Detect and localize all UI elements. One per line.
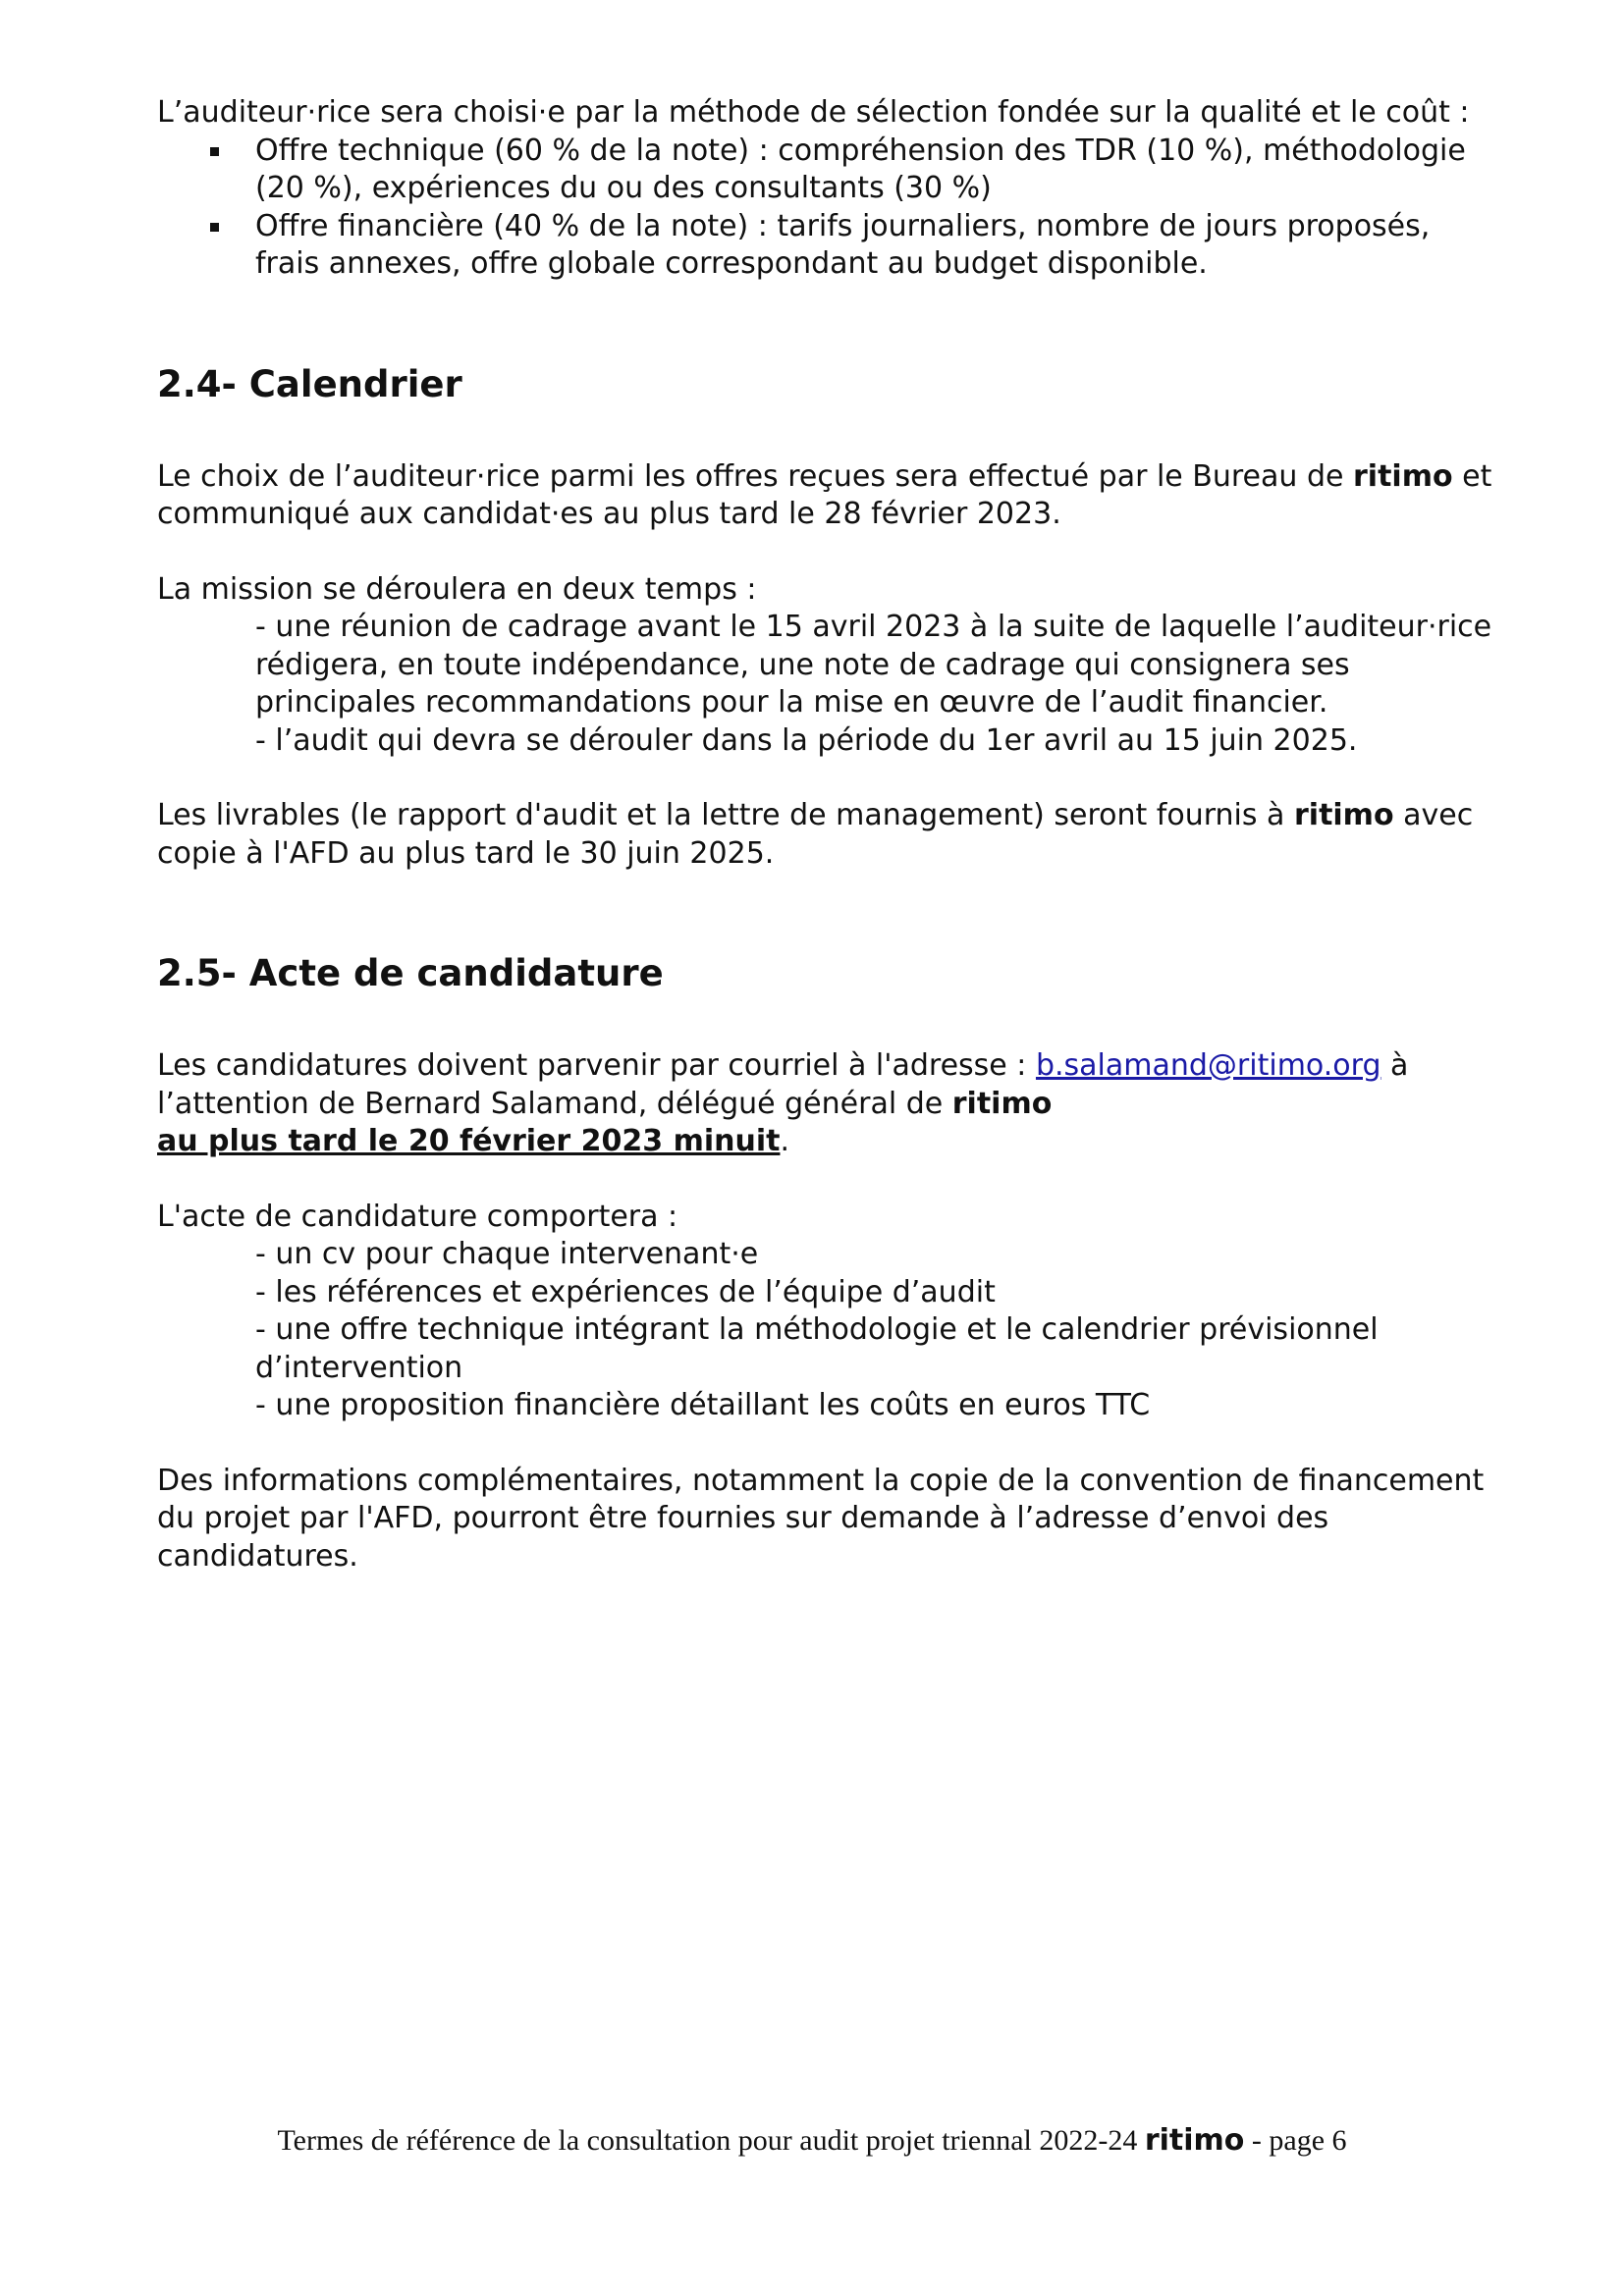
list-item: - une réunion de cadrage avant le 15 avril 2023 à la suite de laquelle l’auditeur·rice rédigera, en toute indépendance, une note de cadrage qui consignera ses principales recommandations pour la mise en œuvre de l’audit financier.: [255, 610, 1492, 720]
calendrier-paragraph-2: La mission se déroulera en deux temps :: [157, 571, 757, 607]
brand-name: ritimo: [951, 1086, 1053, 1121]
brand-name: ritimo: [1353, 458, 1453, 494]
footer-brand: ritimo: [1144, 2123, 1245, 2158]
candidature-paragraph-1: Les candidatures doivent parvenir par courriel à l'adresse : b.salamand@ritimo.org à l’attention de Bernard Salamand, délégué général de ritimo au plus tard le 20 février 2023 minuit.: [157, 1048, 1409, 1158]
criteria-list: [157, 133, 1492, 284]
candidature-items-list: [157, 1236, 1492, 1425]
email-link[interactable]: b.salamand@ritimo.org: [1035, 1048, 1381, 1083]
document-page: [157, 94, 1492, 1575]
brand-name: ritimo: [1293, 798, 1394, 832]
list-item: - une offre technique intégrant la méthodologie et le calendrier prévisionnel d’intervention: [255, 1312, 1379, 1385]
calendrier-paragraph-1: Le choix de l’auditeur·rice parmi les offres reçues sera effectué par le Bureau de ritimo et communiqué aux candidat·es au plus tard le 28 février 2023.: [157, 458, 1492, 531]
list-item: Offre financière (40 % de la note) : tarifs journaliers, nombre de jours proposés, frais annexes, offre globale correspondant au budget disponible.: [255, 208, 1492, 284]
candidature-paragraph-2: L'acte de candidature comportera :: [157, 1199, 678, 1234]
section-heading-calendrier: 2.4- Calendrier: [157, 362, 462, 405]
page-footer: Termes de référence de la consultation pour audit projet triennal 2022-24 ritimo - page 6: [277, 2123, 1347, 2158]
section-heading-candidature: 2.5- Acte de candidature: [157, 952, 664, 994]
intro-text: L’auditeur·rice sera choisi·e par la méthode de sélection fondée sur la qualité et le coût :: [157, 95, 1470, 130]
list-item: - un cv pour chaque intervenant·e: [255, 1237, 759, 1271]
list-item: - une proposition financière détaillant les coûts en euros TTC: [255, 1388, 1151, 1422]
candidature-paragraph-3: Des informations complémentaires, notamment la copie de la convention de financement du projet par l'AFD, pourront être fournies sur demande à l’adresse d’envoi des candidatures.: [157, 1463, 1485, 1574]
mission-steps-list: [157, 609, 1492, 760]
list-item: - l’audit qui devra se dérouler dans la période du 1er avril au 15 juin 2025.: [255, 722, 1358, 758]
calendrier-paragraph-3: Les livrables (le rapport d'audit et la lettre de management) seront fournis à ritimo avec copie à l'AFD au plus tard le 30 juin 2025.: [157, 798, 1474, 871]
list-item: Offre technique (60 % de la note) : compréhension des TDR (10 %), méthodologie (20 %), expériences du ou des consultants (30 %): [255, 133, 1492, 208]
deadline-text: au plus tard le 20 février 2023 minuit: [157, 1124, 781, 1158]
list-item: - les références et expériences de l’équipe d’audit: [255, 1274, 996, 1309]
